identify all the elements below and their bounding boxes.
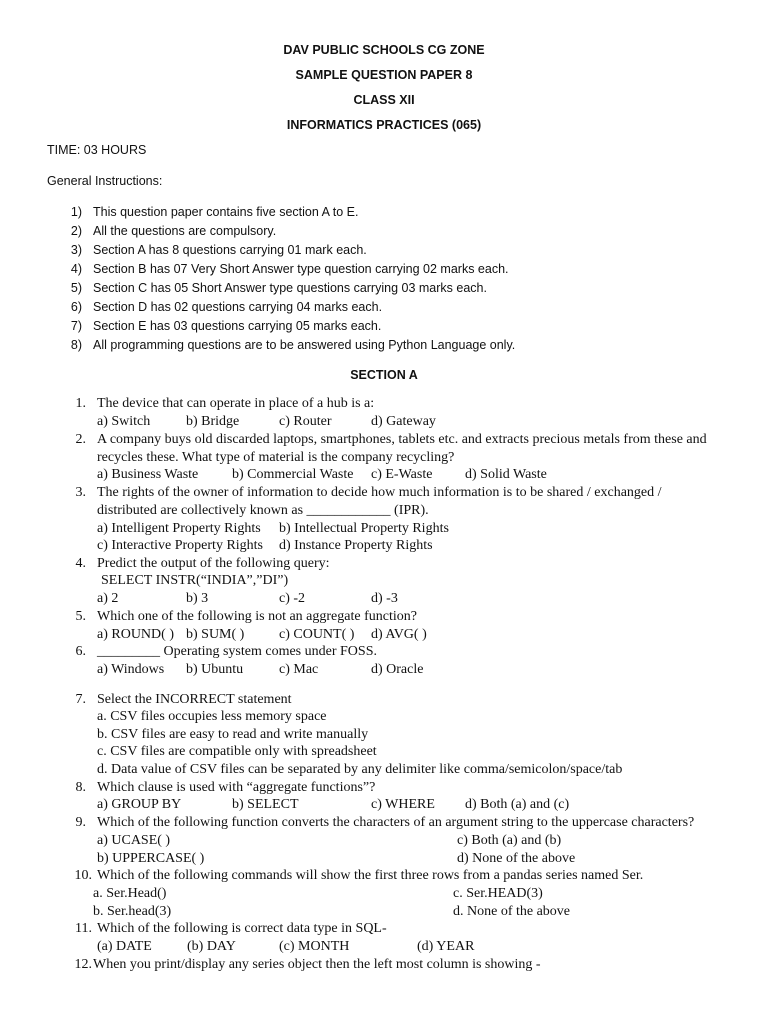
option: d) Oracle xyxy=(371,662,424,677)
option: c) COUNT( ) xyxy=(279,627,355,642)
time-label: TIME: 03 HOURS xyxy=(47,143,147,157)
question-text: Which one of the following is not an aggregate function? xyxy=(97,609,417,624)
option: d) Solid Waste xyxy=(465,467,547,482)
option: b) Bridge xyxy=(186,414,240,429)
option: a) ROUND( ) xyxy=(97,627,174,642)
question-number: 8. xyxy=(75,780,86,795)
option: c) Both (a) and (b) xyxy=(457,833,562,848)
instruction-text: Section B has 07 Very Short Answer type question carrying 02 marks each. xyxy=(93,262,509,276)
instruction-number: 4) xyxy=(70,262,82,276)
option: c) -2 xyxy=(279,591,306,606)
instruction-number: 2) xyxy=(70,224,82,238)
question-text: _________ Operating system comes under FOSS. xyxy=(97,644,377,659)
option: b) 3 xyxy=(186,591,209,606)
instruction-text: This question paper contains five section A to E. xyxy=(93,205,359,219)
question-number: 1. xyxy=(75,396,86,411)
section-title: SECTION A xyxy=(350,368,418,382)
option: b. CSV files are easy to read and write manually xyxy=(97,727,369,742)
instruction-number: 3) xyxy=(70,243,82,257)
option: a. CSV files occupies less memory space xyxy=(97,709,327,724)
question-number: 4. xyxy=(75,556,86,571)
option: b) Intellectual Property Rights xyxy=(279,521,449,536)
question-text: distributed are collectively known as ____________ (IPR). xyxy=(97,503,429,518)
class-label: CLASS XII xyxy=(353,93,415,107)
question-number: 6. xyxy=(75,644,86,659)
instructions-title: General Instructions: xyxy=(47,174,163,188)
question-text: recycles these. What type of material is the company recycling? xyxy=(97,450,455,465)
question-text: Which of the following function converts the characters of an argument string to the uppercase characters? xyxy=(97,815,695,830)
instruction-text: Section C has 05 Short Answer type questions carrying 03 marks each. xyxy=(93,281,487,295)
instruction-text: All the questions are compulsory. xyxy=(93,224,277,238)
option: d) None of the above xyxy=(457,851,576,866)
paper-title: SAMPLE QUESTION PAPER 8 xyxy=(295,68,473,82)
option: c. CSV files are compatible only with spreadsheet xyxy=(97,744,377,759)
option: a) Switch xyxy=(97,414,151,429)
school-name: DAV PUBLIC SCHOOLS CG ZONE xyxy=(283,43,485,57)
option: d) Both (a) and (c) xyxy=(465,797,570,812)
instruction-number: 5) xyxy=(70,281,82,295)
option: d. Data value of CSV files can be separated by any delimiter like comma/semicolon/space/tab xyxy=(97,762,623,777)
question-number: 11. xyxy=(75,921,92,936)
option: b) SUM( ) xyxy=(186,627,245,642)
instruction-number: 1) xyxy=(70,205,82,219)
instruction-text: Section A has 8 questions carrying 01 mark each. xyxy=(93,243,367,257)
option: a) Intelligent Property Rights xyxy=(97,521,261,536)
option: c) E-Waste xyxy=(371,467,433,482)
instruction-number: 6) xyxy=(70,300,82,314)
option: c) Router xyxy=(279,414,332,429)
question-text: Which of the following is correct data type in SQL- xyxy=(97,921,387,936)
question-text: A company buys old discarded laptops, smartphones, tablets etc. and extracts precious metals from these and xyxy=(97,432,707,447)
option: a) 2 xyxy=(97,591,119,606)
option: a) UCASE( ) xyxy=(97,833,171,848)
option: d) -3 xyxy=(371,591,398,606)
question-text: When you print/display any series object then the left most column is showing - xyxy=(93,957,541,972)
option: a. Ser.Head() xyxy=(93,886,167,901)
query-text: SELECT INSTR(“INDIA”,”DI”) xyxy=(101,573,289,588)
subject-title: INFORMATICS PRACTICES (065) xyxy=(286,118,482,132)
option: d. None of the above xyxy=(453,904,571,919)
option: b. Ser.head(3) xyxy=(93,904,172,919)
option: a) Business Waste xyxy=(97,467,199,482)
question-number: 5. xyxy=(75,609,86,624)
option: c) Interactive Property Rights xyxy=(97,538,264,553)
option: a) Windows xyxy=(97,662,165,677)
option: (d) YEAR xyxy=(417,939,475,954)
option: d) Instance Property Rights xyxy=(279,538,433,553)
option: c) Mac xyxy=(279,662,319,677)
option: b) Ubuntu xyxy=(186,662,244,677)
option: (a) DATE xyxy=(97,939,152,954)
option: a) GROUP BY xyxy=(97,797,182,812)
option: d) AVG( ) xyxy=(371,627,427,642)
instruction-text: All programming questions are to be answered using Python Language only. xyxy=(93,338,516,352)
question-text: Which clause is used with “aggregate functions”? xyxy=(97,780,376,795)
question-text: The device that can operate in place of a hub is a: xyxy=(97,396,375,411)
option: b) Commercial Waste xyxy=(232,467,354,482)
question-text: Predict the output of the following query: xyxy=(97,556,330,571)
question-number: 10. xyxy=(74,868,92,883)
option: (c) MONTH xyxy=(279,939,350,954)
instruction-text: Section D has 02 questions carrying 04 marks each. xyxy=(93,300,383,314)
question-text: Select the INCORRECT statement xyxy=(97,692,292,707)
option: b) UPPERCASE( ) xyxy=(97,851,205,866)
instruction-text: Section E has 03 questions carrying 05 marks each. xyxy=(93,319,382,333)
option: c) WHERE xyxy=(371,797,435,812)
instruction-number: 7) xyxy=(70,319,82,333)
option: b) SELECT xyxy=(232,797,299,812)
instruction-number: 8) xyxy=(70,338,82,352)
option: d) Gateway xyxy=(371,414,436,429)
question-text: Which of the following commands will show the first three rows from a pandas series named Ser. xyxy=(97,868,644,883)
question-number: 3. xyxy=(75,485,86,500)
question-text: The rights of the owner of information to decide how much information is to be shared / exchanged / xyxy=(97,485,662,500)
question-number: 9. xyxy=(75,815,86,830)
option: (b) DAY xyxy=(187,939,236,954)
option: c. Ser.HEAD(3) xyxy=(453,886,543,901)
question-number: 7. xyxy=(75,692,86,707)
question-number: 2. xyxy=(75,432,86,447)
question-number: 12. xyxy=(74,957,92,972)
